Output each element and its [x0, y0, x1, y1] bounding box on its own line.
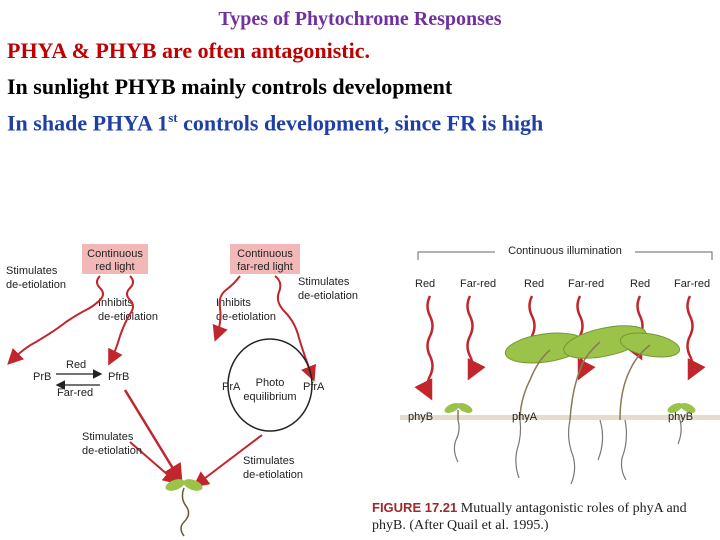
continuous-illumination: Continuous illumination	[508, 245, 622, 257]
genotype-3: phyB	[668, 411, 694, 423]
slide-title: Types of Phytochrome Responses	[218, 8, 502, 30]
stimulates-tr-1: Stimulates	[298, 276, 350, 288]
light-label-3: Red	[524, 278, 545, 290]
large-leaves	[503, 320, 681, 368]
light-label-1: Red	[415, 278, 436, 290]
label-equilibrium: equilibrium	[243, 391, 297, 403]
box-farred-line1: Continuous	[237, 248, 293, 260]
roots	[454, 420, 681, 484]
box-red-line1: Continuous	[87, 248, 143, 260]
right-diagram	[400, 242, 720, 484]
label-photo: Photo	[255, 377, 285, 389]
wave-1	[428, 296, 433, 396]
stimulates-tl-1: Stimulates	[6, 265, 58, 277]
phytochrome-figure	[0, 230, 720, 540]
genotype-1: phyB	[408, 411, 434, 423]
figure-caption	[372, 499, 717, 534]
stimulates-tl-2: de-etiolation	[6, 279, 66, 291]
label-farred: Far-red	[57, 387, 94, 399]
statement-shade-a: In shade PHYA 1	[7, 110, 169, 136]
statement-shade-b: controls development, since FR is high	[177, 110, 544, 136]
stim-bl-2: de-etiolation	[82, 445, 142, 457]
label-red: Red	[66, 359, 87, 371]
wave-2	[468, 296, 473, 376]
label-pfrb: PfrB	[108, 371, 130, 383]
light-label-5: Red	[630, 278, 651, 290]
light-label-6: Far-red	[674, 278, 711, 290]
statement-shade	[7, 110, 543, 136]
label-pra: PrA	[222, 381, 241, 393]
statement-sunlight: In sunlight PHYB mainly controls development	[7, 74, 453, 99]
stimulates-tr-2: de-etiolation	[298, 290, 358, 302]
light-label-2: Far-red	[460, 278, 497, 290]
stim-bc-1: Stimulates	[243, 455, 295, 467]
inhibits-l-2: de-etiolation	[98, 311, 158, 323]
seedling-left	[164, 477, 204, 536]
wave-6	[688, 296, 693, 376]
stim-bl-1: Stimulates	[82, 431, 134, 443]
inhibits-l-1: Inhibits	[98, 297, 133, 309]
light-label-4: Far-red	[568, 278, 605, 290]
genotype-2: phyA	[512, 411, 538, 423]
inhibits-r-2: de-etiolation	[216, 311, 276, 323]
label-prb: PrB	[33, 371, 52, 383]
box-farred-line2: far-red light	[237, 261, 293, 273]
figure-caption-text: Mutually antagonistic roles of phyA and phyB. (After Quail et al. 1995.)	[372, 501, 687, 533]
stim-bc-2: de-etiolation	[243, 469, 303, 481]
label-pfra: PfrA	[303, 381, 325, 393]
figure-number: FIGURE 17.21	[372, 500, 458, 515]
inhibits-r-1: Inhibits	[216, 297, 251, 309]
statement-antagonistic: PHYA & PHYB are often antagonistic.	[7, 38, 370, 63]
box-red-line2: red light	[95, 261, 135, 273]
statement-shade-sup: st	[168, 110, 178, 125]
left-diagram	[6, 244, 358, 536]
